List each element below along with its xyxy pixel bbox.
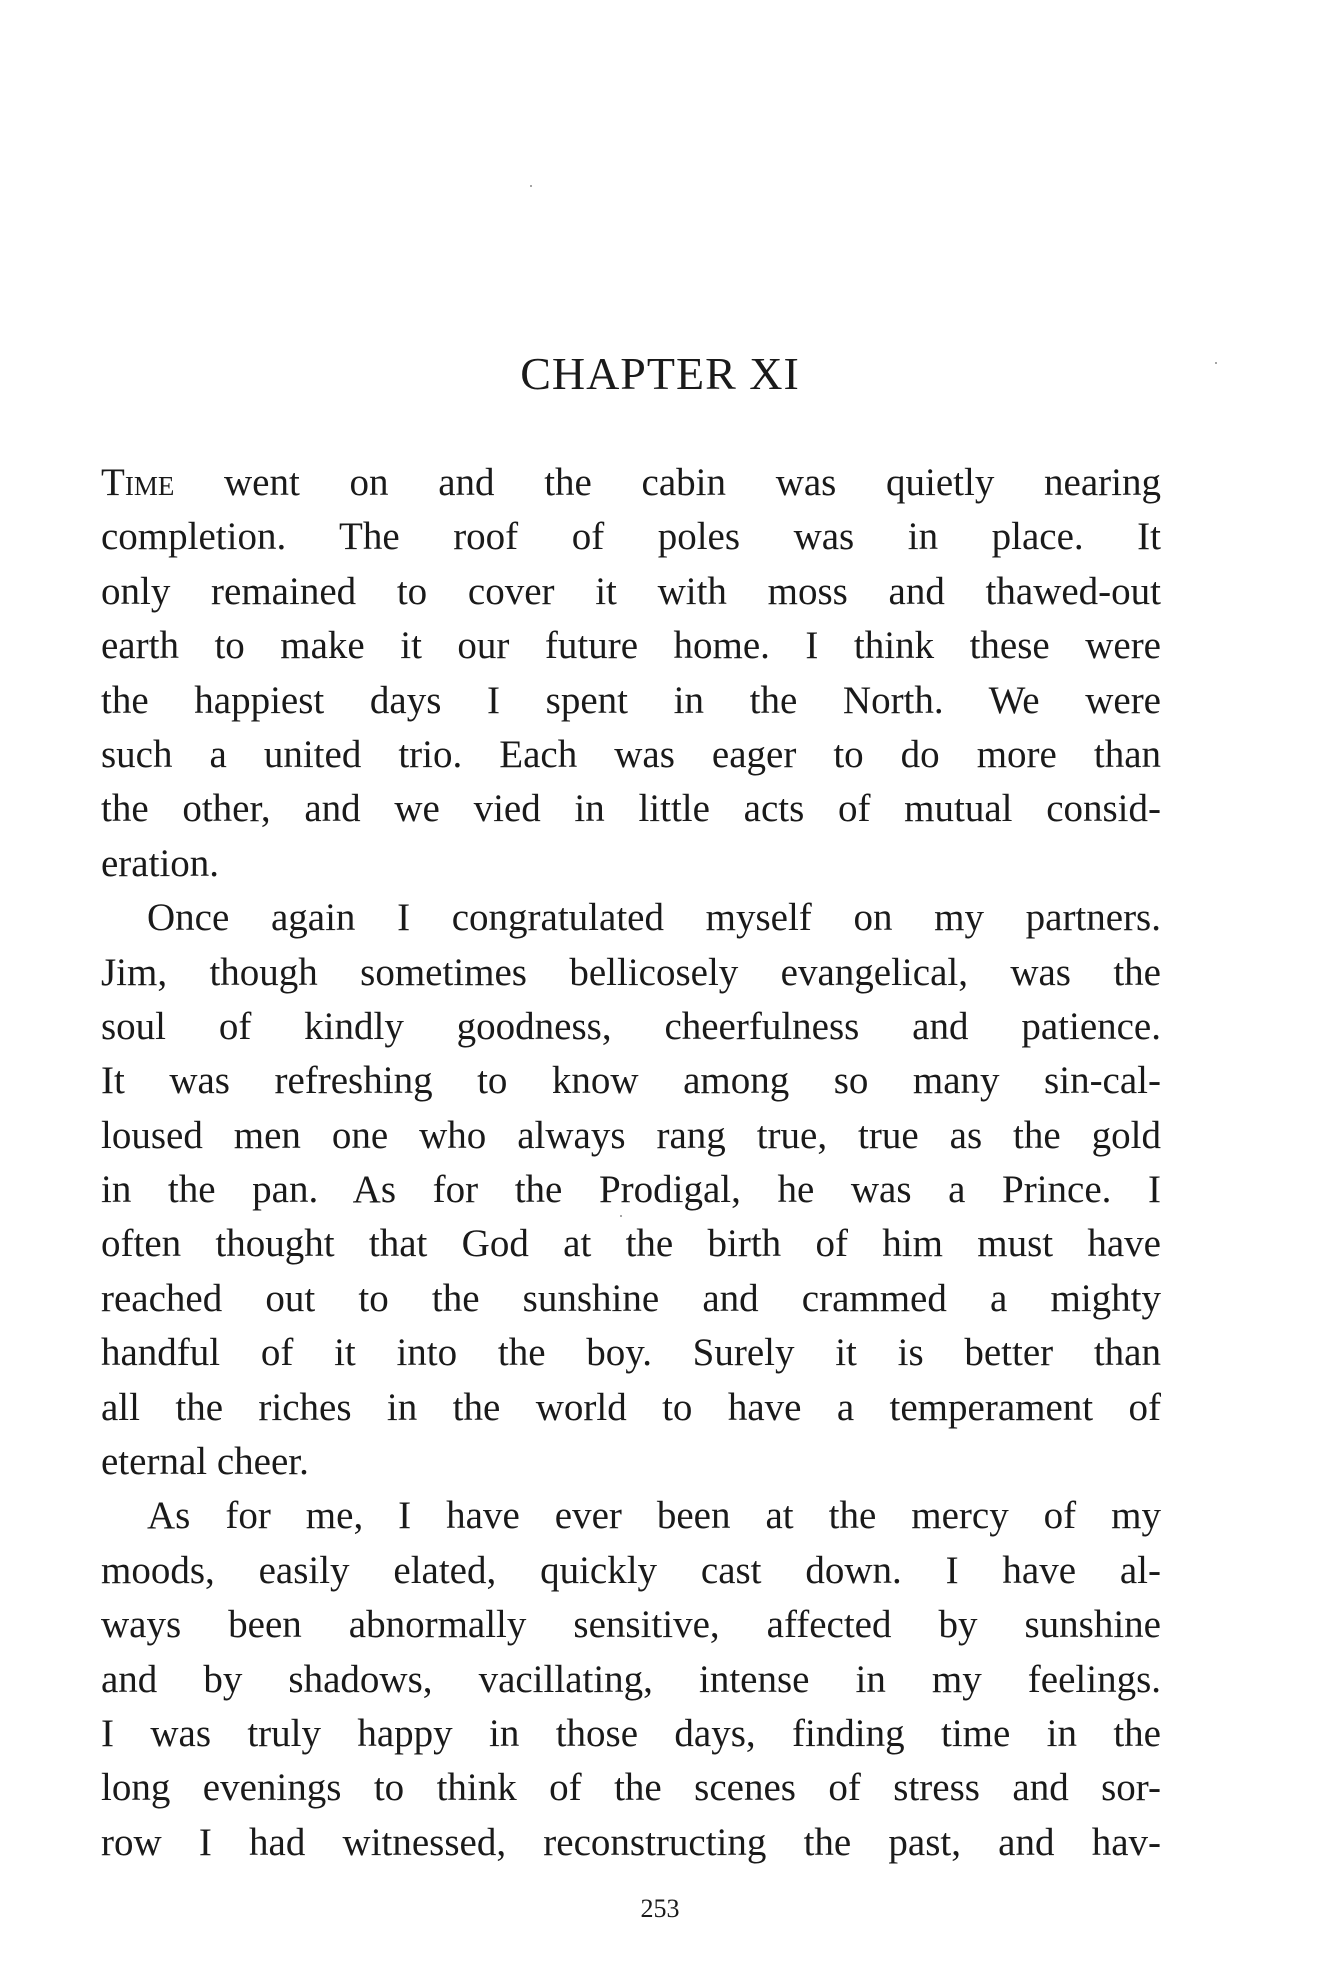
scan-speck bbox=[620, 1215, 622, 1217]
text-line: moods, easily elated, quickly cast down. I have al- bbox=[101, 1548, 1161, 1592]
text-line: eration. bbox=[101, 841, 220, 885]
text-line: completion. The roof of poles was in place. It bbox=[101, 515, 1161, 559]
lead-small-caps: Time bbox=[101, 461, 175, 504]
text-line: Jim, though sometimes bellicosely evangelical, was the bbox=[101, 950, 1161, 994]
text-line: ways been abnormally sensitive, affected by sunshine bbox=[101, 1603, 1161, 1647]
chapter-title: CHAPTER XI bbox=[520, 348, 800, 399]
text-line: It was refreshing to know among so many sin-cal- bbox=[101, 1059, 1161, 1103]
paragraph-3 bbox=[101, 1489, 1161, 1870]
paragraph-2 bbox=[101, 891, 1161, 1489]
text-line: and by shadows, vacillating, intense in my feelings. bbox=[101, 1657, 1161, 1701]
text-line: I was truly happy in those days, finding time in the bbox=[101, 1711, 1161, 1755]
paragraph-1 bbox=[101, 456, 1161, 891]
text-line: all the riches in the world to have a temperament of bbox=[101, 1385, 1161, 1429]
text-line: long evenings to think of the scenes of stress and sor- bbox=[101, 1766, 1161, 1810]
scan-speck bbox=[1215, 362, 1217, 364]
text-line: Time went on and the cabin was quietly nearing bbox=[101, 461, 1161, 504]
text-line: soul of kindly goodness, cheerfulness and patience. bbox=[101, 1004, 1161, 1048]
text-line: eternal cheer. bbox=[101, 1440, 309, 1484]
text-line: only remained to cover it with moss and thawed-out bbox=[101, 569, 1161, 613]
text-line: As for me, I have ever been at the mercy of my bbox=[147, 1494, 1161, 1538]
text-line: the other, and we vied in little acts of mutual consid- bbox=[101, 787, 1161, 831]
text-line: earth to make it our future home. I think these were bbox=[101, 624, 1161, 668]
text-line: often thought that God at the birth of him must have bbox=[101, 1222, 1161, 1266]
text-line: reached out to the sunshine and crammed a mighty bbox=[101, 1276, 1161, 1320]
text-line: in the pan. As for the Prodigal, he was a Prince. I bbox=[101, 1168, 1161, 1212]
text-line: row I had witnessed, reconstructing the past, and hav- bbox=[101, 1820, 1161, 1864]
page-number: 253 bbox=[640, 1894, 680, 1923]
text-line: such a united trio. Each was eager to do more than bbox=[101, 732, 1161, 776]
text-line: handful of it into the boy. Surely it is better than bbox=[101, 1331, 1161, 1375]
text-line: loused men one who always rang true, true as the gold bbox=[101, 1113, 1161, 1157]
body-text bbox=[101, 456, 1161, 1870]
text-line: Once again I congratulated myself on my partners. bbox=[147, 896, 1161, 940]
scan-speck bbox=[530, 185, 532, 187]
text-line: the happiest days I spent in the North. We were bbox=[101, 678, 1161, 722]
